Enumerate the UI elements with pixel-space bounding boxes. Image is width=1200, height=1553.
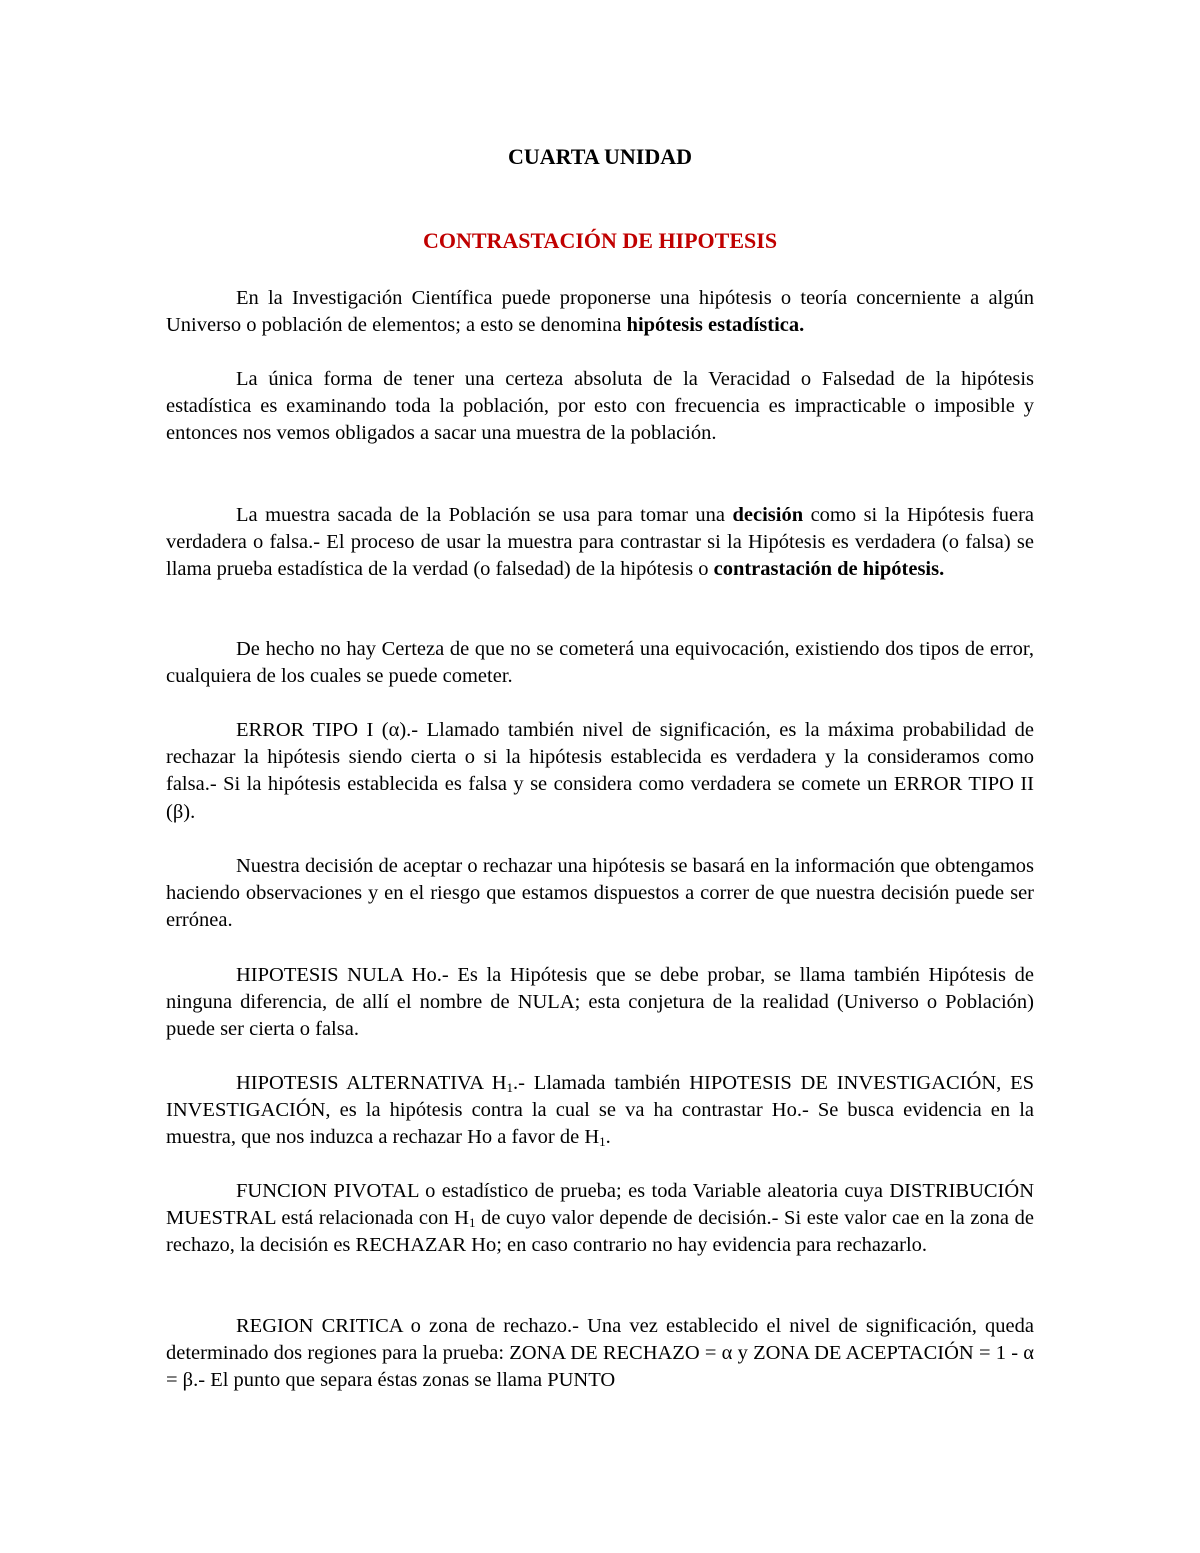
paragraph-decision <box>166 853 1034 935</box>
bold-term: contrastación de hipótesis. <box>713 558 945 581</box>
paragraph-muestra <box>166 502 1034 584</box>
paragraph-text: HIPOTESIS ALTERNATIVA H <box>236 1072 507 1094</box>
paragraph-text: ERROR TIPO I (α).- Llamado también nivel de significación, es la máxima probabilidad de rechazar la hipótesis siendo cierta o si la hipótesis establecida es verdadera y la consideramos como falsa.- Si la hipótesis establecida es falsa y se considera como verdadera se comete un ERROR TIPO II (β). <box>166 719 1034 823</box>
paragraph-error-types <box>166 636 1034 690</box>
paragraph-hipotesis-alternativa <box>166 1070 1034 1152</box>
paragraph-text: como si la Hipótesis fuera verdadera o falsa.- El proceso de usar la muestra para contrastar si la Hipótesis es verdadera (o falsa) se llama prueba estadística de la verdad (o falsedad) de la hipótesis o <box>166 504 1034 581</box>
subscript: 1 <box>506 1080 514 1095</box>
unit-heading: CUARTA UNIDAD <box>508 144 692 169</box>
paragraph-text: De hecho no hay Certeza de que no se cometerá una equivocación, existiendo dos tipos de error, cualquiera de los cuales se puede cometer. <box>166 638 1034 688</box>
paragraph-text: En la Investigación Científica puede proponerse una hipótesis o teoría concerniente a algún Universo o población de elementos; a esto se denomina <box>166 287 1034 337</box>
paragraph-text: Nuestra decisión de aceptar o rechazar una hipótesis se basará en la información que obtengamos haciendo observaciones y en el riesgo que estamos dispuestos a correr de que nuestra decisión puede ser errónea. <box>166 855 1034 932</box>
bold-term: decisión <box>732 504 804 526</box>
subscript: 1 <box>468 1215 476 1231</box>
paragraph-text: REGION CRITICA o zona de rechazo.- Una vez establecido el nivel de significación, queda determinado dos regiones para la prueba: ZONA DE RECHAZO = α y ZONA DE ACEPTACIÓN = 1 - α = β.- El punto que separa éstas zonas se llama PUNTO <box>166 1315 1034 1392</box>
paragraph-text: de cuyo valor depende de decisión.- Si este valor cae en la zona de rechazo, la decisión es RECHAZAR Ho; en caso contrario no hay evidencia para rechazarlo. <box>166 1207 1034 1257</box>
paragraph-error-tipo-i <box>166 717 1034 826</box>
paragraph-hipotesis-nula <box>166 962 1034 1044</box>
subscript: 1 <box>599 1134 606 1150</box>
paragraph-text: .- Llamada también HIPOTESIS DE INVESTIGACIÓN, ES INVESTIGACIÓN, es la hipótesis contra la cual se va ha contrastar Ho.- Se busca evidencia en la muestra, que nos induzca a rechazar Ho a favor de H <box>166 1072 1034 1149</box>
paragraph-text: FUNCION PIVOTAL o estadístico de prueba; es toda Variable aleatoria cuya DISTRIBUCIÓN MUESTRAL está relacionada con H <box>166 1180 1034 1230</box>
paragraph-text: HIPOTESIS NULA Ho.- Es la Hipótesis que se debe probar, se llama también Hipótesis de ninguna diferencia, de allí el nombre de NULA; esta conjetura de la realidad (Universo o Población) puede ser cierta o falsa. <box>166 964 1034 1041</box>
paragraph-funcion-pivotal <box>166 1178 1034 1260</box>
paragraph-text: La única forma de tener una certeza absoluta de la Veracidad o Falsedad de la hipótesis estadística es examinando toda la población, por esto con frecuencia es impracticable o imposible y entonces nos vemos obligados a sacar una muestra de la población. <box>166 368 1034 445</box>
paragraph-text: La muestra sacada de la Población se usa para tomar una <box>236 504 733 526</box>
paragraph-intro <box>166 285 1034 339</box>
paragraph-certeza <box>166 366 1034 448</box>
paragraph-region-critica <box>166 1313 1034 1395</box>
paragraph-text: . <box>605 1126 611 1149</box>
bold-term: hipótesis estadística. <box>626 314 805 337</box>
section-heading: CONTRASTACIÓN DE HIPOTESIS <box>422 228 778 253</box>
